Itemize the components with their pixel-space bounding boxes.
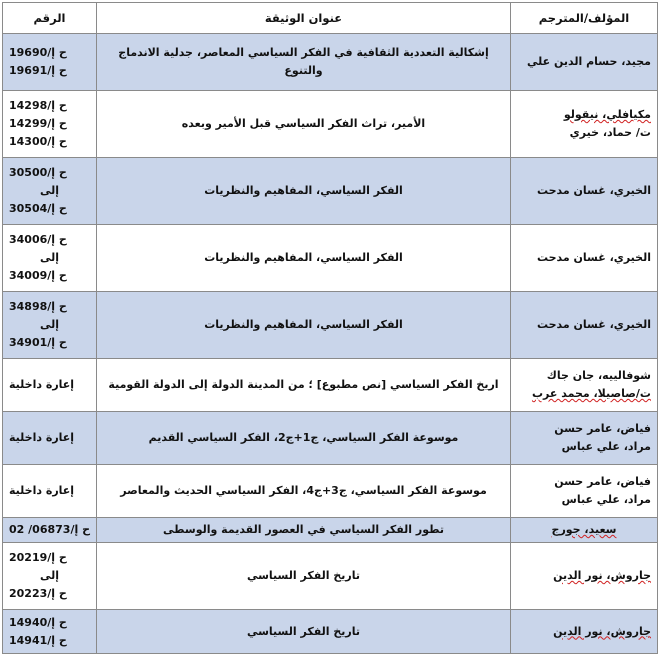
document-title: تاريخ الفكر السياسي xyxy=(97,543,511,610)
document-number xyxy=(3,34,97,91)
number-line: إلى xyxy=(39,318,60,331)
number-line: ح إ/14299 xyxy=(9,117,67,130)
document-title: الفكر السياسي، المفاهيم والنظريات xyxy=(97,158,511,225)
number-line: إعارة داخلية xyxy=(9,378,75,391)
document-number xyxy=(3,292,97,359)
document-author xyxy=(511,412,658,465)
document-title: الأمير، تراث الفكر السياسي قبل الأمير وبعده xyxy=(97,91,511,158)
document-number xyxy=(3,412,97,465)
document-title: موسوعة الفكر السياسي، ج1+ج2، الفكر السياسي القديم xyxy=(97,412,511,465)
table-row xyxy=(3,225,658,292)
document-author xyxy=(511,543,658,610)
header-author: المؤلف/المترجم xyxy=(511,3,658,34)
table-row xyxy=(3,610,658,654)
header-title: عنوان الوثيقة xyxy=(97,3,511,34)
table-row xyxy=(3,518,658,543)
table-row xyxy=(3,158,658,225)
number-line: ح إ/19690 xyxy=(9,46,67,59)
header-number: الرقم xyxy=(3,3,97,34)
author-line: الخيري، غسان مدحت xyxy=(536,318,651,331)
number-line: ح إ/14940 xyxy=(9,615,67,629)
document-title: تطور الفكر السياسي في العصور القديمة والوسطى xyxy=(97,518,511,543)
author-line: جاروش، نور الدين xyxy=(553,624,651,638)
document-title: موسوعة الفكر السياسي، ج3+ج4، الفكر السياسي الحديث والمعاصر xyxy=(97,465,511,518)
document-author xyxy=(511,359,658,412)
number-line: ح إ/34901 xyxy=(9,336,67,349)
number-line: إلى xyxy=(39,184,60,197)
table-row xyxy=(3,543,658,610)
document-number xyxy=(3,518,97,543)
number-line: ح إ/34006 xyxy=(9,233,67,246)
document-author xyxy=(511,158,658,225)
number-line: إلى xyxy=(39,569,60,582)
documents-table xyxy=(2,2,658,654)
number-line: إعارة داخلية xyxy=(9,431,75,444)
author-line: الخيري، غسان مدحت xyxy=(536,251,651,264)
number-line: ح إ/06873/ 02 xyxy=(9,523,90,536)
document-title: تاريخ الفكر السياسي xyxy=(97,610,511,654)
document-number xyxy=(3,158,97,225)
table-row xyxy=(3,34,658,91)
document-number xyxy=(3,225,97,292)
document-number xyxy=(3,610,97,654)
number-line: ح إ/20223 xyxy=(9,587,67,600)
author-line: مكيافلي، نيقولو xyxy=(563,108,651,121)
document-title: اريخ الفكر السياسي [نص مطبوع] ؛ من المدينة الدولة إلى الدولة القومية xyxy=(97,359,511,412)
number-line: إعارة داخلية xyxy=(9,484,75,497)
document-author xyxy=(511,34,658,91)
author-line: مراد، علي عباس xyxy=(561,440,651,453)
author-line: سعيد، جورج xyxy=(551,523,617,536)
author-line: شوفالييه، جان جاك xyxy=(546,369,651,382)
number-line: ح إ/20219 xyxy=(9,551,67,564)
table-row xyxy=(3,465,658,518)
table-row xyxy=(3,412,658,465)
number-line: إلى xyxy=(39,251,60,264)
document-number xyxy=(3,543,97,610)
author-line: فياض، عامر حسن xyxy=(554,475,651,488)
document-author xyxy=(511,518,658,543)
author-line: فياض، عامر حسن xyxy=(554,422,651,435)
document-number xyxy=(3,465,97,518)
number-line: ح إ/34009 xyxy=(9,269,67,282)
author-line: مراد، علي عباس xyxy=(561,493,651,506)
number-line: ح إ/30500 xyxy=(9,166,67,179)
document-number xyxy=(3,359,97,412)
author-line: ت/ حماد، خيري xyxy=(569,126,651,139)
table-row xyxy=(3,292,658,359)
document-author xyxy=(511,225,658,292)
document-author xyxy=(511,91,658,158)
author-line: ت/صاصيلا، محمد عرب xyxy=(531,387,651,400)
author-line: الخيري، غسان مدحت xyxy=(536,184,651,197)
table-row xyxy=(3,91,658,158)
number-line: ح إ/19691 xyxy=(9,64,67,77)
document-author xyxy=(511,292,658,359)
number-line: ح إ/14298 xyxy=(9,99,67,112)
number-line: ح إ/30504 xyxy=(9,202,67,215)
document-title: الفكر السياسي، المفاهيم والنظريات xyxy=(97,292,511,359)
author-line: مجيد، حسام الدين علي xyxy=(527,55,651,68)
document-title: إشكالية التعددية الثقافية في الفكر السياسي المعاصر، جدلية الاندماج والتنوع xyxy=(97,34,511,91)
document-author xyxy=(511,465,658,518)
number-line: ح إ/14300 xyxy=(9,135,67,148)
number-line: ح إ/14941 xyxy=(9,633,67,647)
header-row xyxy=(3,3,658,34)
number-line: ح إ/34898 xyxy=(9,300,67,313)
document-title: الفكر السياسي، المفاهيم والنظريات xyxy=(97,225,511,292)
document-number xyxy=(3,91,97,158)
table-row xyxy=(3,359,658,412)
document-author xyxy=(511,610,658,654)
author-line: جاروش، نور الدين xyxy=(553,569,651,582)
